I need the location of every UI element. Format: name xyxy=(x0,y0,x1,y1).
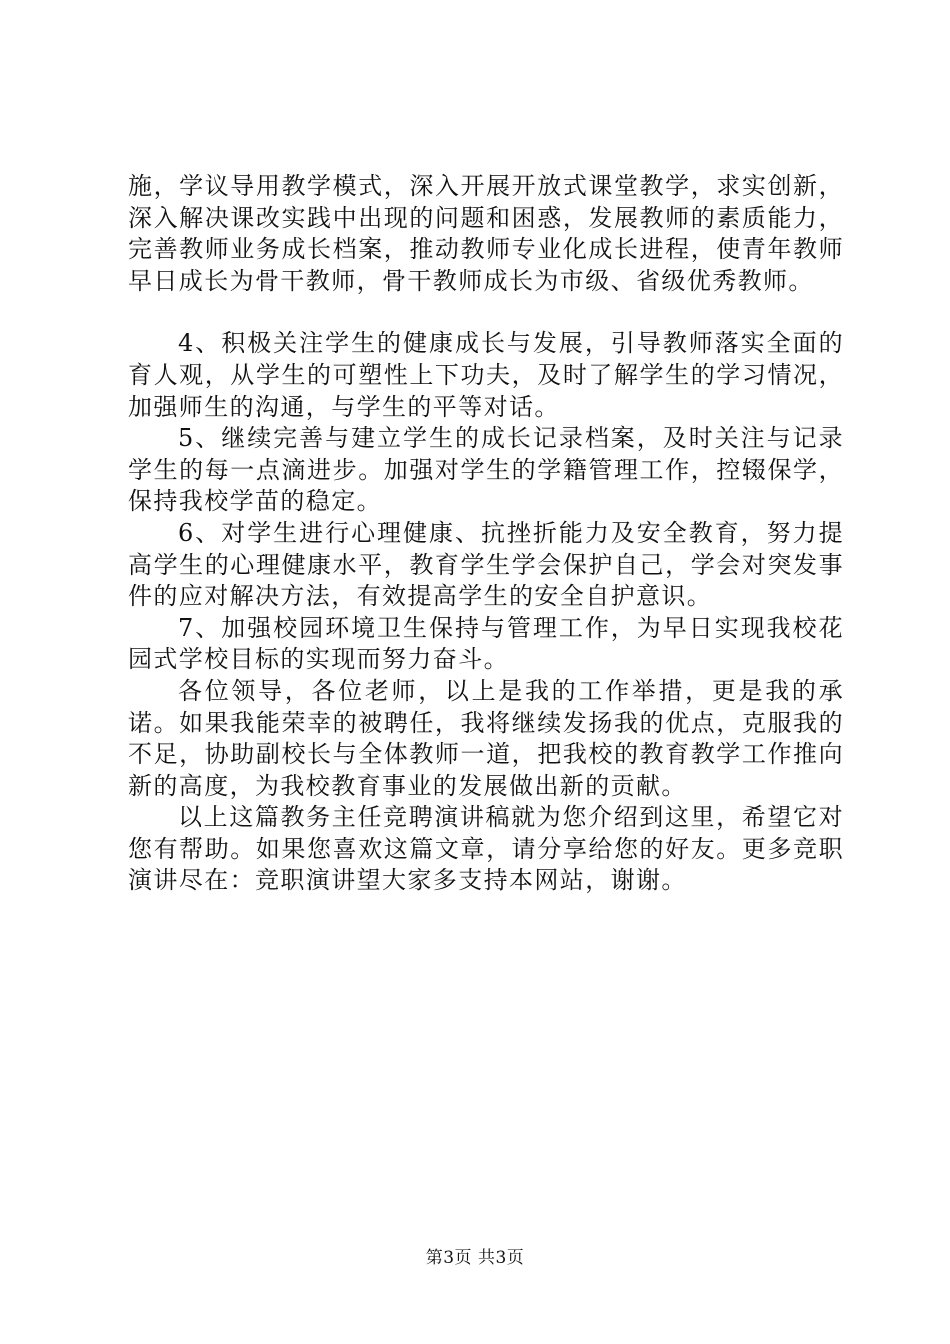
paragraph-item-5: 5、继续完善与建立学生的成长记录档案，及时关注与记录学生的每一点滴进步。加强对学生的学籍管理工作，控辍保学，保持我校学苗的稳定。 xyxy=(128,424,844,516)
paragraph-gap xyxy=(128,297,844,328)
paragraph-closing: 各位领导，各位老师，以上是我的工作举措，更是我的承诺。如果我能荣幸的被聘任，我将继续发扬我的优点，克服我的不足，协助副校长与全体教师一道，把我校的教育教学工作推向新的高度，为我校教育事业的发展做出新的贡献。 xyxy=(128,676,844,800)
page-number-footer: 第3页 共3页 xyxy=(425,1248,525,1268)
document-body xyxy=(128,171,844,897)
paragraph-site-note: 以上这篇教务主任竞聘演讲稿就为您介绍到这里，希望它对您有帮助。如果您喜欢这篇文章，请分享给您的好友。更多竞职演讲尽在：竞职演讲望大家多支持本网站，谢谢。 xyxy=(128,803,844,895)
paragraph-item-7: 7、加强校园环境卫生保持与管理工作，为早日实现我校花园式学校目标的实现而努力奋斗。 xyxy=(128,613,844,674)
paragraph-continuation: 施，学议导用教学模式，深入开展开放式课堂教学，求实创新，深入解决课改实践中出现的问题和困惑，发展教师的素质能力，完善教师业务成长档案，推动教师专业化成长进程，使青年教师早日成长为骨干教师，骨干教师成长为市级、省级优秀教师。 xyxy=(128,172,844,295)
paragraph-item-4: 4、积极关注学生的健康成长与发展，引导教师落实全面的育人观，从学生的可塑性上下功夫，及时了解学生的学习情况，加强师生的沟通，与学生的平等对话。 xyxy=(128,329,844,421)
paragraph-item-6: 6、对学生进行心理健康、抗挫折能力及安全教育，努力提高学生的心理健康水平，教育学生学会保护自己，学会对突发事件的应对解决方法，有效提高学生的安全自护意识。 xyxy=(128,518,844,611)
